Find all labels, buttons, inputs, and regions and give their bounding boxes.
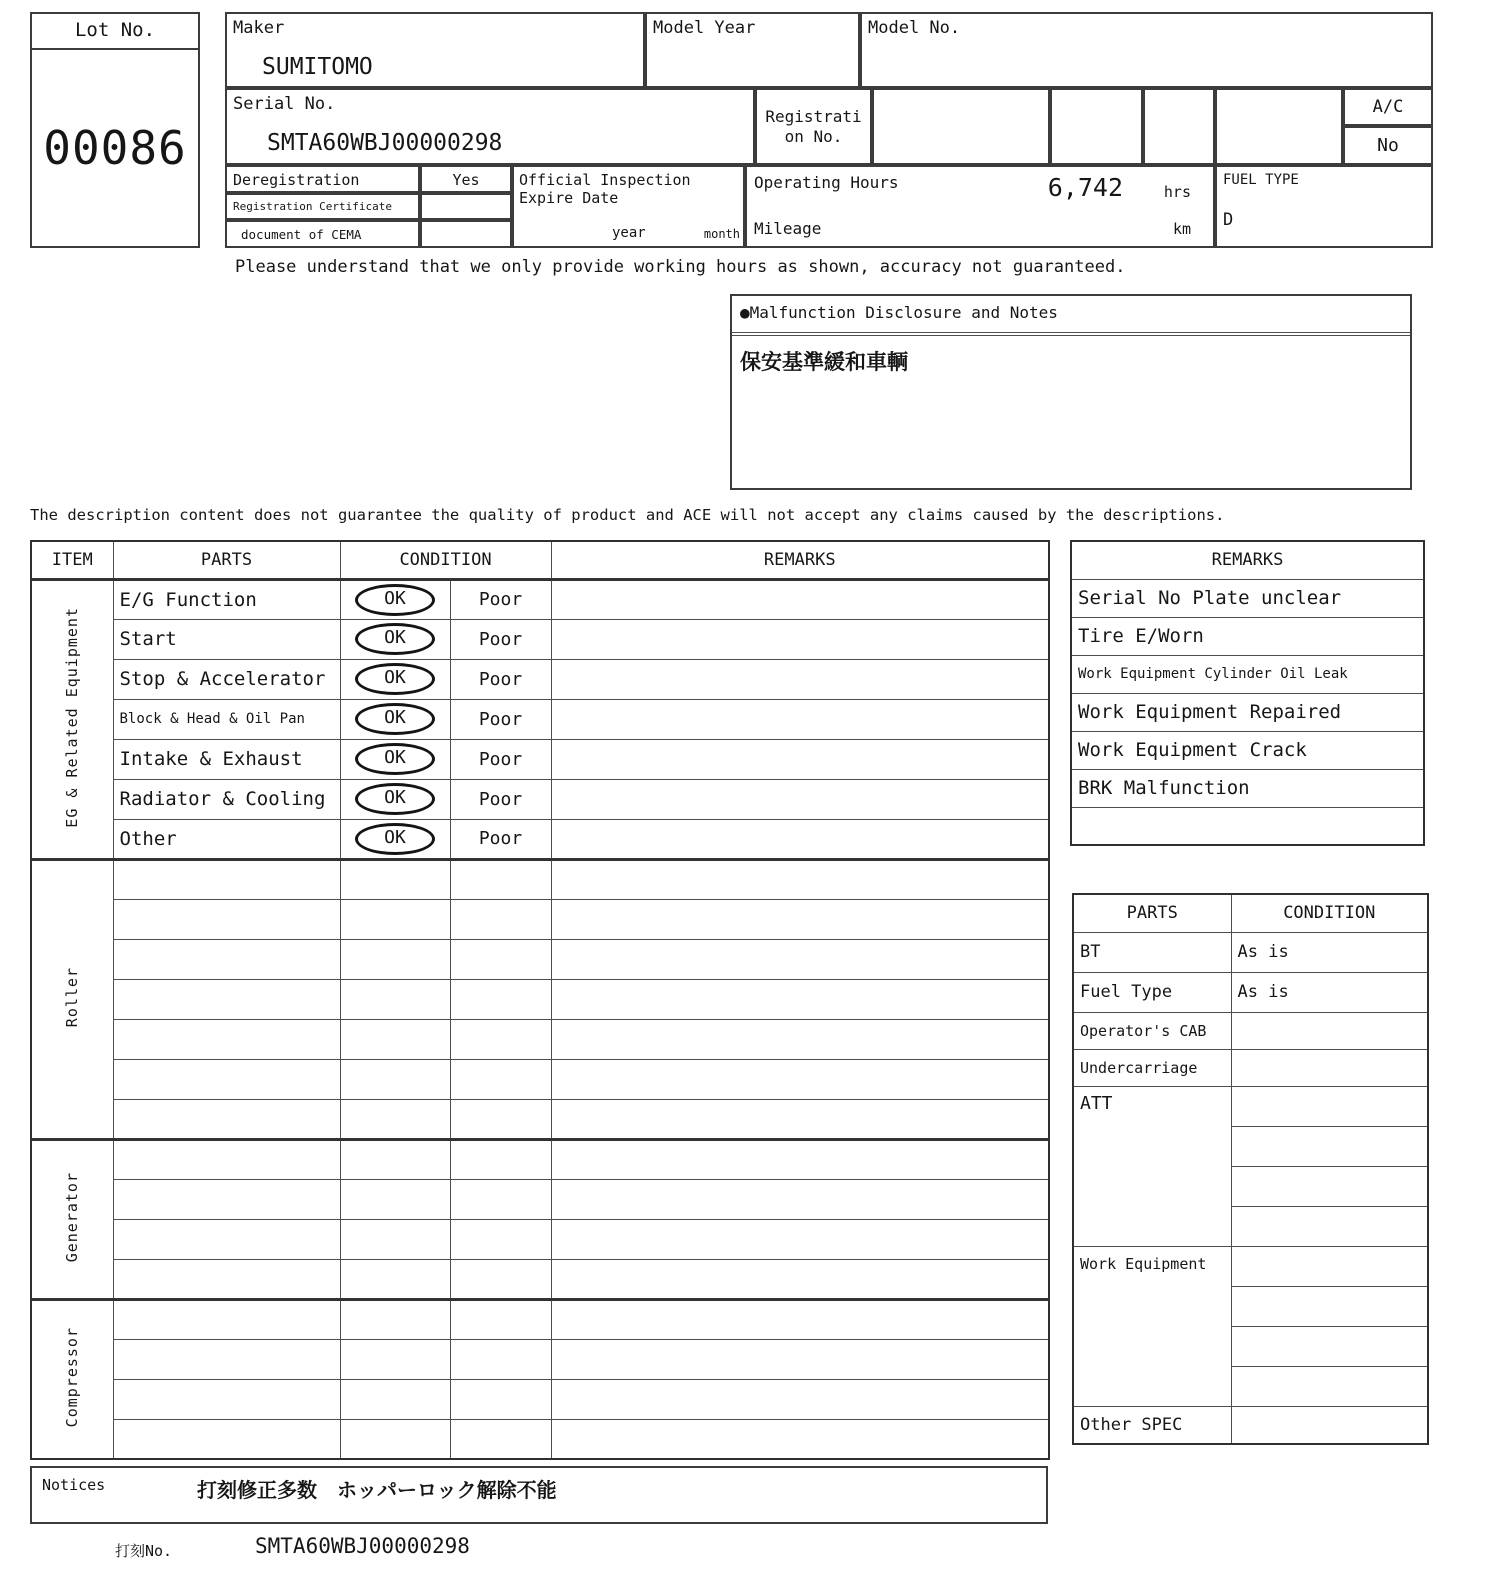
lot-number: 00086 [43, 121, 187, 175]
model-year-cell [645, 12, 860, 88]
official-inspection-label-1: Official Inspection [519, 171, 691, 189]
part-cell-empty [113, 899, 340, 939]
condition-cell-empty [340, 1099, 450, 1139]
remark-text: Work Equipment Repaired [1071, 693, 1424, 731]
part-cell-empty [113, 979, 340, 1019]
condition-value: As is [1231, 972, 1428, 1012]
condition-cell-empty [450, 1139, 551, 1179]
part-label: Intake & Exhaust [113, 739, 340, 779]
document-of-cema-value [420, 220, 512, 248]
remarks-cell [551, 1179, 1049, 1219]
remarks-panel-header: REMARKS [1071, 541, 1424, 579]
table-row [31, 1219, 1049, 1259]
inspection-table [30, 540, 1048, 1458]
parts-panel-header-parts: PARTS [1073, 894, 1231, 932]
model-no-cell [860, 12, 1433, 88]
deregistration-label: Deregistration [225, 165, 420, 193]
table-row [1073, 1246, 1428, 1286]
part-label: ATT [1073, 1086, 1231, 1246]
list-item [1071, 655, 1424, 693]
condition-empty [1231, 1246, 1428, 1286]
remarks-cell [551, 1059, 1049, 1099]
table-row [31, 699, 1049, 739]
fuel-type-value: D [1223, 210, 1234, 230]
remarks-cell [551, 1419, 1049, 1459]
condition-cell-empty [340, 859, 450, 899]
disclaimer: The description content does not guarantee the quality of product and ACE will not accept any claims caused by the descriptions. [30, 506, 1225, 524]
operating-hours-cell [745, 165, 1215, 248]
condition-cell-empty [450, 1219, 551, 1259]
fuel-type-label: FUEL TYPE [1223, 172, 1299, 188]
malfunction-body: 保安基準緩和車輌 [740, 350, 908, 374]
condition-value: As is [1231, 932, 1428, 972]
table-row [31, 659, 1049, 699]
remarks-cell [551, 1019, 1049, 1059]
remarks-cell [551, 1219, 1049, 1259]
lot-label: Lot No. [32, 14, 198, 50]
part-cell-empty [113, 1019, 340, 1059]
remarks-cell [551, 739, 1049, 779]
table-row [1073, 932, 1428, 972]
malfunction-box [730, 294, 1412, 490]
part-label: Other [113, 819, 340, 859]
fuel-type-cell [1215, 165, 1433, 248]
table-row [31, 819, 1049, 859]
condition-cell-empty [340, 939, 450, 979]
part-label: BT [1073, 932, 1231, 972]
table-row [31, 1139, 1049, 1179]
col-header-item: ITEM [31, 541, 113, 579]
remarks-cell [551, 1259, 1049, 1299]
remarks-panel [1070, 540, 1425, 845]
remarks-cell [551, 819, 1049, 859]
condition-ok-circled: OK [355, 663, 435, 695]
col-header-remarks: REMARKS [551, 541, 1049, 579]
maker-cell [225, 12, 645, 88]
table-row [31, 859, 1049, 899]
condition-poor: Poor [450, 819, 551, 859]
condition-cell-empty [450, 1179, 551, 1219]
part-cell-empty [113, 859, 340, 899]
table-row [31, 1019, 1049, 1059]
serial-cell [225, 88, 755, 165]
part-cell-empty [113, 1259, 340, 1299]
table-row [31, 779, 1049, 819]
official-inspection-label-2: Expire Date [519, 189, 619, 207]
table-row [31, 1299, 1049, 1339]
condition-cell-empty [340, 1019, 450, 1059]
list-item [1071, 579, 1424, 617]
registration-no-label: Registrati on No. [765, 106, 862, 146]
list-item [1071, 617, 1424, 655]
condition-ok-circled: OK [355, 703, 435, 735]
remark-text: Work Equipment Crack [1071, 731, 1424, 769]
col-header-parts: PARTS [113, 541, 340, 579]
condition-cell-empty [340, 979, 450, 1019]
condition-cell-empty [340, 1379, 450, 1419]
remarks-cell [551, 1339, 1049, 1379]
condition-empty [1231, 1366, 1428, 1406]
part-label: Block & Head & Oil Pan [113, 699, 340, 739]
maker-label: Maker [233, 18, 285, 38]
part-cell-empty [113, 1419, 340, 1459]
condition-cell-empty [450, 979, 551, 1019]
lot-box [30, 12, 200, 248]
part-label: E/G Function [113, 579, 340, 619]
ac-label-cell: A/C [1343, 88, 1433, 126]
condition-empty [1231, 1126, 1428, 1166]
part-label: Operator's CAB [1073, 1012, 1231, 1049]
table-row [31, 1379, 1049, 1419]
condition-cell-empty [340, 1179, 450, 1219]
condition-poor: Poor [450, 779, 551, 819]
part-label: Undercarriage [1073, 1049, 1231, 1086]
remarks-cell [551, 1299, 1049, 1339]
condition-cell-empty [340, 1059, 450, 1099]
part-label: Work Equipment [1073, 1246, 1231, 1406]
remark-text: Work Equipment Cylinder Oil Leak [1071, 655, 1424, 693]
condition-cell-empty [340, 1419, 450, 1459]
condition-ok-circled: OK [355, 823, 435, 855]
remarks-cell [551, 859, 1049, 899]
table-row [1073, 1049, 1428, 1086]
condition-ok-circled: OK [355, 584, 435, 616]
list-item [1071, 731, 1424, 769]
model-year-label: Model Year [653, 18, 756, 38]
remarks-cell [551, 579, 1049, 619]
operating-hours-unit: hrs [1163, 183, 1191, 201]
remarks-cell [551, 779, 1049, 819]
condition-poor: Poor [450, 619, 551, 659]
deregistration-value: Yes [420, 165, 512, 193]
parts-panel [1072, 893, 1427, 1443]
condition-empty [1231, 1086, 1428, 1126]
condition-cell-empty [340, 1139, 450, 1179]
section-label-eg: EG & Related Equipment [63, 606, 82, 828]
condition-cell-empty [450, 1299, 551, 1339]
part-cell-empty [113, 1299, 340, 1339]
part-cell-empty [113, 1059, 340, 1099]
hours-note: Please understand that we only provide working hours as shown, accuracy not guaranteed. [235, 257, 1126, 277]
condition-ok-circled: OK [355, 783, 435, 815]
remarks-cell [551, 899, 1049, 939]
list-item [1071, 693, 1424, 731]
maker-value: SUMITOMO [262, 54, 373, 80]
part-label: Start [113, 619, 340, 659]
registration-certificate-label: Registration Certificate [225, 193, 420, 220]
remark-text: BRK Malfunction [1071, 769, 1424, 807]
condition-empty [1231, 1286, 1428, 1326]
condition-cell-empty [450, 939, 551, 979]
part-cell-empty [113, 1379, 340, 1419]
mileage-label: Mileage [754, 219, 822, 238]
remarks-cell [551, 979, 1049, 1019]
condition-ok-circled: OK [355, 623, 435, 655]
condition-cell-empty [450, 1379, 551, 1419]
condition-cell-empty [340, 899, 450, 939]
part-label: Stop & Accelerator [113, 659, 340, 699]
table-row [31, 1099, 1049, 1139]
remarks-cell [551, 1139, 1049, 1179]
condition-cell-empty [450, 1259, 551, 1299]
condition-cell-empty [450, 1099, 551, 1139]
part-cell-empty [113, 1179, 340, 1219]
remark-text: Serial No Plate unclear [1071, 579, 1424, 617]
table-row [31, 1339, 1049, 1379]
section-label-generator: Generator [63, 1171, 82, 1263]
table-row [31, 939, 1049, 979]
stamp-no-label: 打刻No. [115, 1542, 173, 1560]
condition-poor: Poor [450, 699, 551, 739]
table-row [31, 1259, 1049, 1299]
part-cell-empty [113, 1099, 340, 1139]
parts-panel-header-condition: CONDITION [1231, 894, 1428, 932]
remarks-cell [551, 659, 1049, 699]
official-inspection-cell [512, 165, 745, 248]
col-header-condition: CONDITION [340, 541, 551, 579]
year-label: year [612, 225, 646, 241]
remarks-cell [551, 699, 1049, 739]
condition-empty [1231, 1406, 1428, 1444]
list-item [1071, 769, 1424, 807]
condition-poor: Poor [450, 739, 551, 779]
operating-hours-value: 6,742 [1047, 173, 1123, 202]
condition-empty [1231, 1049, 1428, 1086]
table-row [1073, 1012, 1428, 1049]
table-row [31, 739, 1049, 779]
mileage-unit: km [1172, 220, 1191, 238]
list-item [1071, 807, 1424, 845]
remarks-cell [551, 939, 1049, 979]
condition-cell-empty [450, 1419, 551, 1459]
section-label-roller: Roller [63, 966, 82, 1028]
table-row [31, 579, 1049, 619]
model-no-label: Model No. [868, 18, 961, 38]
operating-hours-label: Operating Hours [754, 173, 899, 192]
condition-ok-circled: OK [355, 743, 435, 775]
section-label-compressor: Compressor [63, 1327, 82, 1428]
empty-cell [1215, 88, 1343, 165]
condition-cell-empty [340, 1299, 450, 1339]
condition-cell-empty [340, 1339, 450, 1379]
notices-label: Notices [42, 1476, 106, 1494]
condition-empty [1231, 1012, 1428, 1049]
month-label: month [703, 227, 740, 241]
table-row [31, 619, 1049, 659]
table-row [1073, 972, 1428, 1012]
table-row [31, 1419, 1049, 1459]
notices-box [30, 1466, 1048, 1524]
condition-cell-empty [450, 1059, 551, 1099]
table-row [1073, 1406, 1428, 1444]
condition-poor: Poor [450, 579, 551, 619]
table-row [31, 979, 1049, 1019]
condition-cell-empty [450, 1019, 551, 1059]
condition-cell-empty [450, 1339, 551, 1379]
notices-text: 打刻修正多数 ホッパーロック解除不能 [197, 1478, 557, 1502]
condition-cell-empty [340, 1259, 450, 1299]
condition-empty [1231, 1166, 1428, 1206]
table-row [31, 1179, 1049, 1219]
malfunction-title: ●Malfunction Disclosure and Notes [732, 296, 1410, 336]
part-cell-empty [113, 1219, 340, 1259]
registration-no-value-cell [872, 88, 1050, 165]
table-row [31, 899, 1049, 939]
table-row [31, 1059, 1049, 1099]
table-row [1073, 1086, 1428, 1126]
empty-cell [1143, 88, 1215, 165]
ac-value-cell: No [1343, 126, 1433, 165]
registration-certificate-value [420, 193, 512, 220]
part-cell-empty [113, 1139, 340, 1179]
condition-poor: Poor [450, 659, 551, 699]
serial-value: SMTA60WBJ00000298 [267, 130, 503, 156]
part-cell-empty [113, 939, 340, 979]
part-label: Radiator & Cooling [113, 779, 340, 819]
stamp-no-value: SMTA60WBJ00000298 [255, 1534, 470, 1558]
part-label: Fuel Type [1073, 972, 1231, 1012]
serial-label: Serial No. [233, 94, 336, 114]
remark-empty [1071, 807, 1424, 845]
part-label: Other SPEC [1073, 1406, 1231, 1444]
condition-empty [1231, 1326, 1428, 1366]
empty-cell [1050, 88, 1143, 165]
condition-cell-empty [340, 1219, 450, 1259]
remark-text: Tire E/Worn [1071, 617, 1424, 655]
remarks-cell [551, 1099, 1049, 1139]
condition-cell-empty [450, 859, 551, 899]
condition-cell-empty [450, 899, 551, 939]
remarks-cell [551, 619, 1049, 659]
remarks-cell [551, 1379, 1049, 1419]
part-cell-empty [113, 1339, 340, 1379]
condition-empty [1231, 1206, 1428, 1246]
document-of-cema-label: document of CEMA [225, 220, 420, 248]
